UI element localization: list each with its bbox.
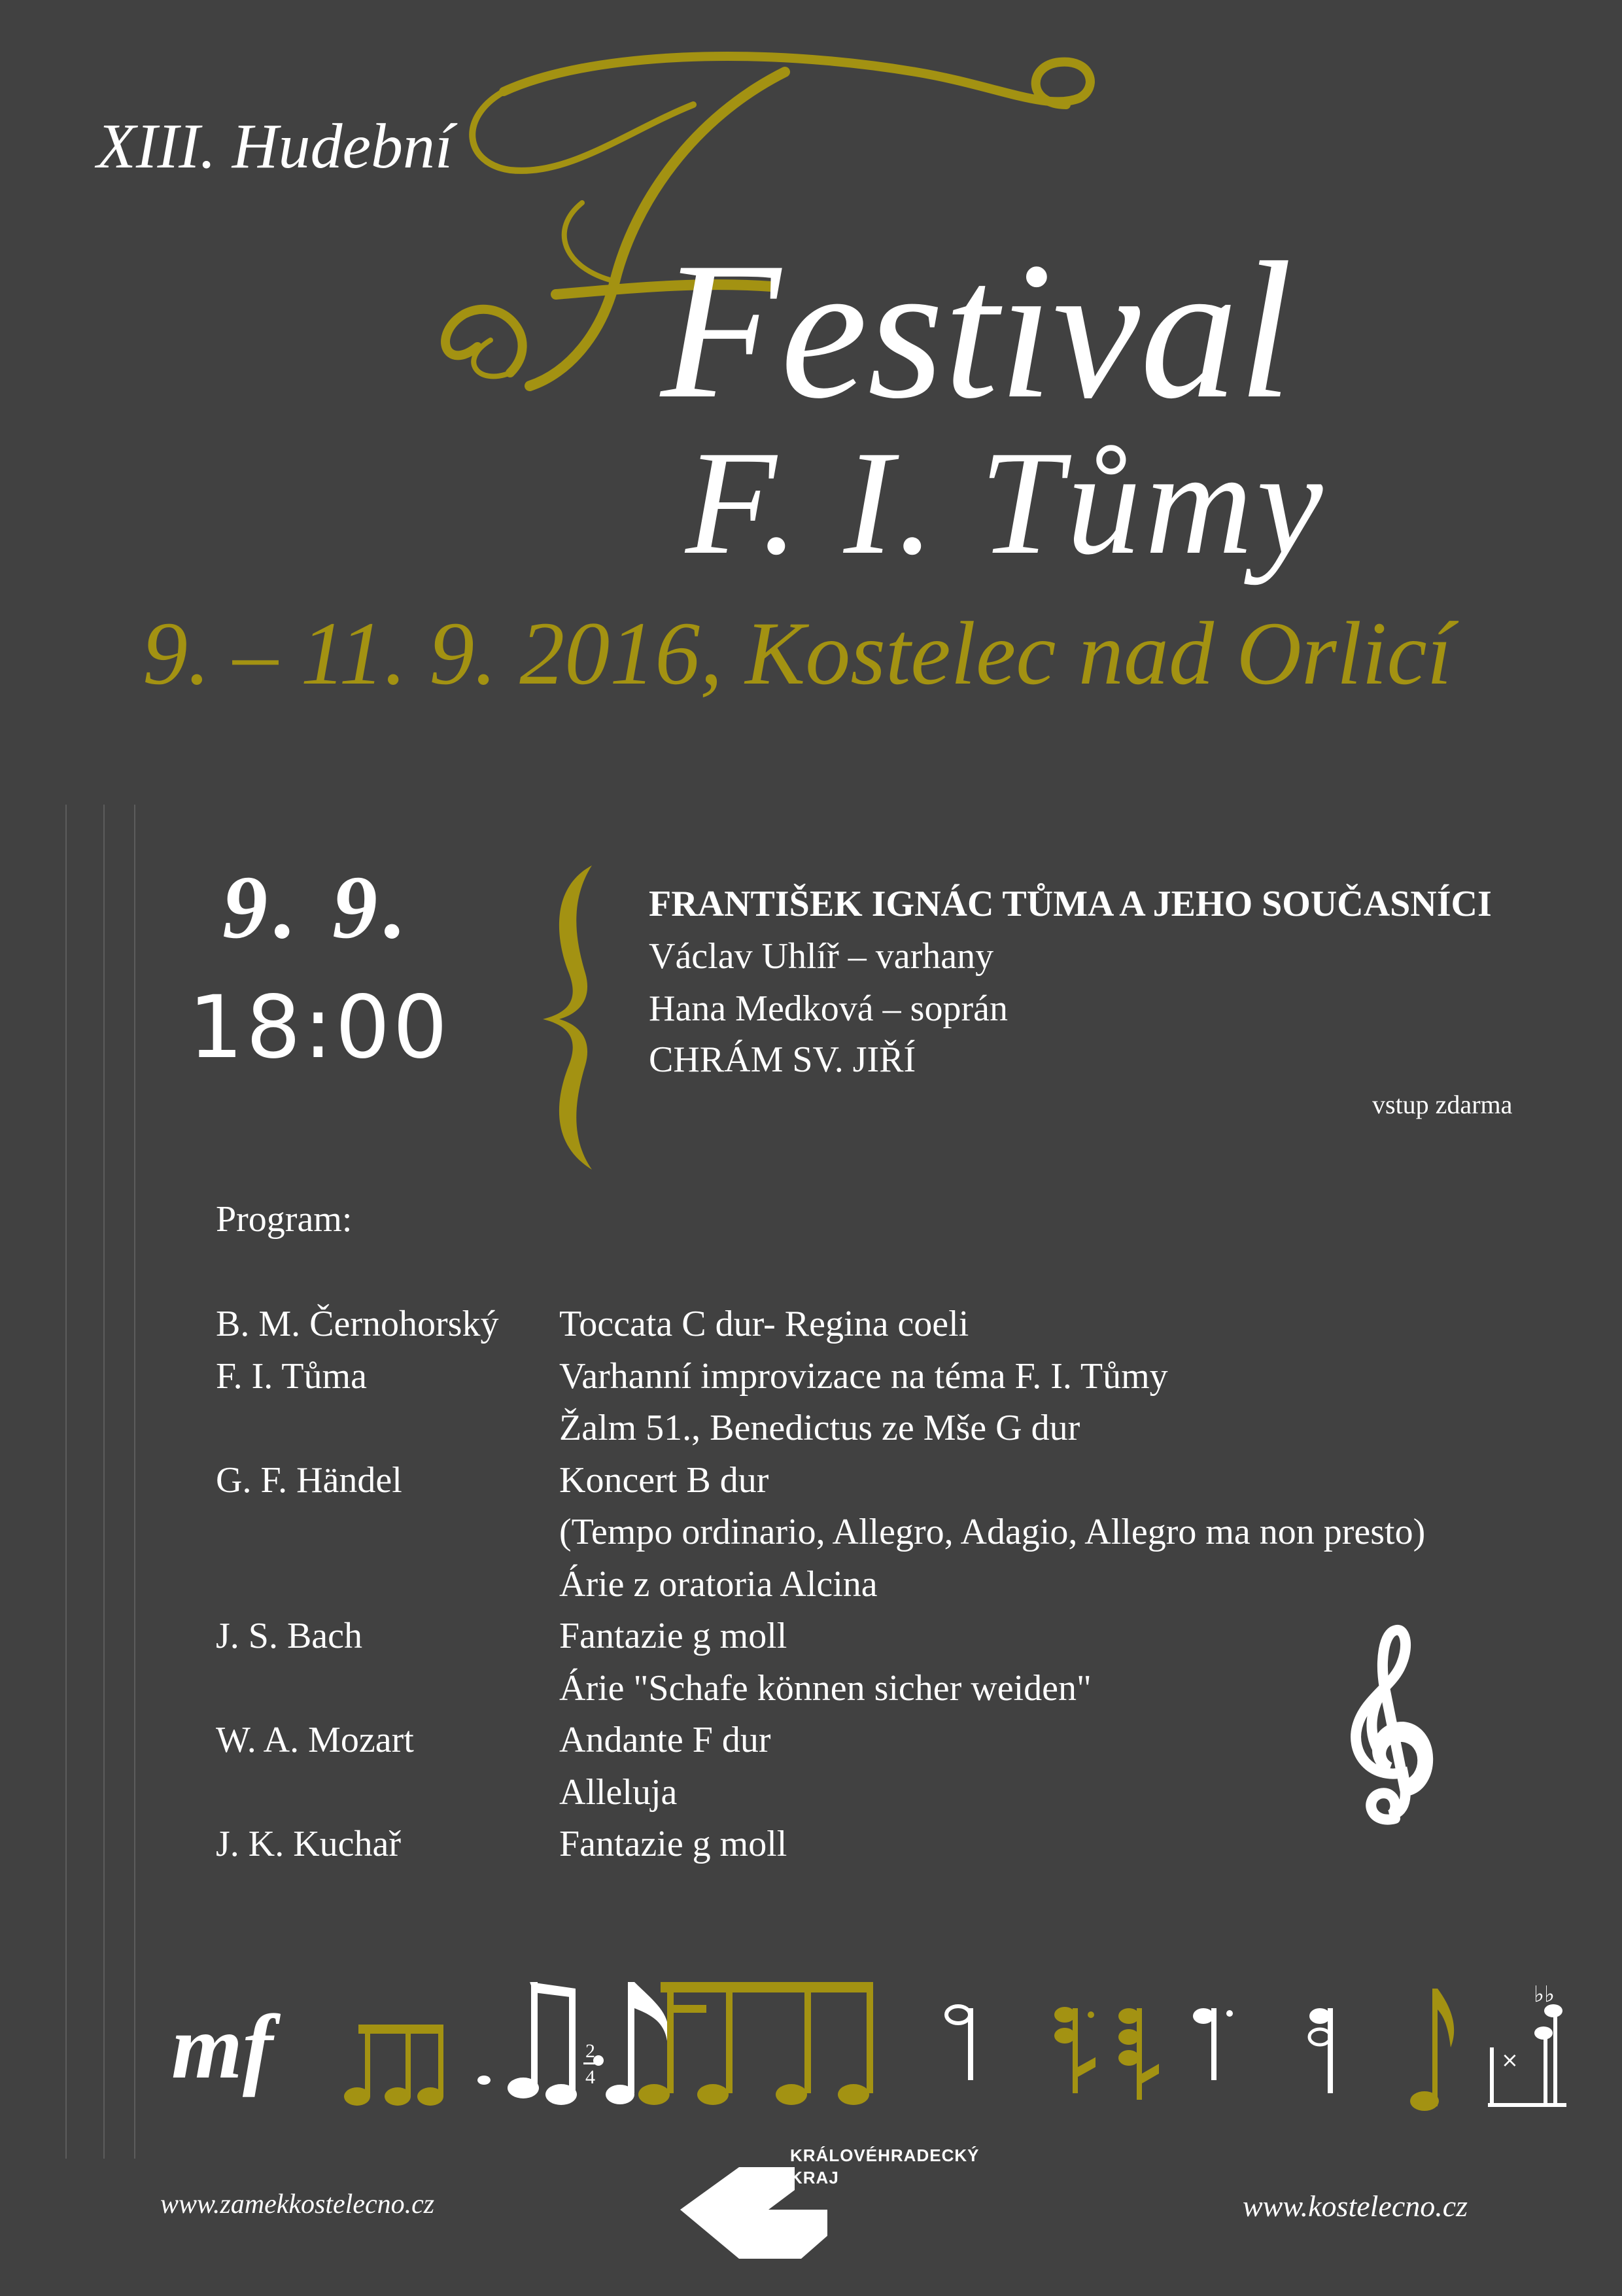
kraj-logo-line: KRÁLOVÉHRADECKÝ bbox=[790, 2146, 980, 2165]
staff-line bbox=[103, 805, 105, 2159]
program-piece: (Tempo ordinario, Allegro, Adagio, Allegro ma non presto) bbox=[559, 1512, 1426, 1552]
program-piece: Andante F dur bbox=[559, 1720, 771, 1760]
dynamic-mark: mf bbox=[171, 1996, 273, 2098]
kraj-logo-line: KRAJ bbox=[790, 2168, 839, 2187]
festival-name: F. I. Tůmy bbox=[685, 421, 1327, 585]
time-signature-top: 2 bbox=[585, 2040, 595, 2062]
program-composer: J. S. Bach bbox=[216, 1616, 362, 1656]
staff-line bbox=[134, 805, 135, 2159]
performer-line: Václav Uhlíř – varhany bbox=[649, 936, 994, 977]
entry-note: vstup zdarma bbox=[1372, 1090, 1513, 1119]
program-piece: Fantazie g moll bbox=[559, 1616, 787, 1656]
event-time: 18:00 bbox=[188, 977, 451, 1078]
event-date: 9. 9. bbox=[222, 857, 413, 957]
program-piece: Árie z oratoria Alcina bbox=[559, 1563, 878, 1605]
program-composer: B. M. Černohorský bbox=[216, 1304, 499, 1344]
program-composer: F. I. Tůma bbox=[216, 1355, 367, 1397]
music-notes-icon bbox=[327, 1969, 1596, 2119]
program-piece: Žalm 51., Benedictus ze Mše G dur bbox=[559, 1408, 1080, 1448]
program-piece: Alleluja bbox=[559, 1771, 678, 1813]
svg-text:×: × bbox=[1501, 2047, 1519, 2072]
treble-clef-icon bbox=[1344, 1622, 1436, 1832]
concert-title: FRANTIŠEK IGNÁC TŮMA A JEHO SOUČASNÍCI bbox=[649, 884, 1492, 924]
kraj-logo-text bbox=[790, 2144, 979, 2189]
brace-icon bbox=[530, 862, 602, 1173]
website-link-left[interactable]: www.zamekkostelecno.cz bbox=[160, 2189, 435, 2219]
performer-line: Hana Medková – soprán bbox=[649, 988, 1008, 1029]
program-piece: Fantazie g moll bbox=[559, 1824, 787, 1864]
program-piece: Árie "Schafe können sicher weiden" bbox=[559, 1667, 1092, 1709]
svg-text:♭♭: ♭♭ bbox=[1534, 1981, 1555, 2008]
program-composer: G. F. Händel bbox=[216, 1459, 402, 1501]
program-piece: Varhanní improvizace na téma F. I. Tůmy bbox=[559, 1355, 1168, 1397]
time-signature-bottom: 4 bbox=[585, 2066, 595, 2088]
festival-title: Festival bbox=[661, 222, 1293, 439]
website-link-right[interactable]: www.kostelecno.cz bbox=[1243, 2189, 1468, 2223]
festival-edition-text: XIII. Hudební bbox=[97, 111, 453, 182]
staff-line bbox=[65, 805, 67, 2159]
program-label: Program: bbox=[216, 1199, 353, 1240]
program-piece: Koncert B dur bbox=[559, 1459, 769, 1501]
program-composer: W. A. Mozart bbox=[216, 1720, 414, 1760]
program-composer: J. K. Kuchař bbox=[216, 1824, 402, 1864]
venue-line: CHRÁM SV. JIŘÍ bbox=[649, 1039, 916, 1080]
festival-dates-place: 9. – 11. 9. 2016, Kostelec nad Orlicí bbox=[143, 603, 1453, 703]
program-piece: Toccata C dur- Regina coeli bbox=[559, 1304, 969, 1344]
